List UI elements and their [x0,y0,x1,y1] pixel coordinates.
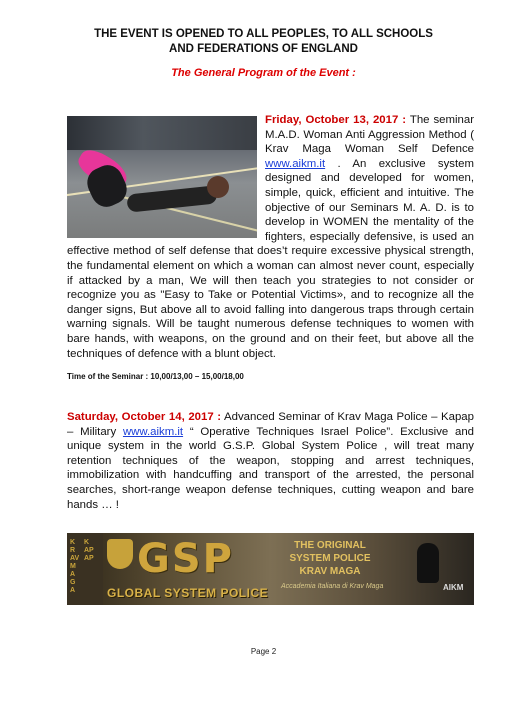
saturday-date: Saturday, October 14, 2017 : [67,411,222,423]
friday-intro: The seminar M.A.D. Woman Anti Aggression Method ( Krav Maga Woman Self Defence [265,114,474,156]
gsp-banner [67,533,474,605]
saturday-section [67,410,474,512]
fighter-silhouette-icon [417,543,439,583]
banner-original-system: THE ORIGINAL SYSTEM POLICE KRAV MAGA [289,540,371,577]
banner-academy: Accademia Italiana di Krav Maga [281,583,384,590]
seminar-time: Time of the Seminar : 10,00/13,00 – 15,00/18,00 [67,372,244,382]
program-heading: The General Program of the Event : [171,67,356,79]
banner-side-krav: KRAV MAGA [70,539,80,594]
friday-section [67,113,474,385]
seminar-photo [67,116,257,238]
banner-gsp-title: GSP [137,536,234,582]
event-heading-line1: THE EVENT IS OPENED TO ALL PEOPLES, TO ALL SCHOOLS [94,28,433,40]
banner-subtitle: GLOBAL SYSTEM POLICE [107,586,269,600]
page-number: Page 2 [250,647,277,656]
banner-side-kapap: KAPAP [84,539,94,562]
saturday-intro: Advanced Seminar of Krav Maga Police – Kapap – Military [67,411,474,438]
aikm-logo: AIKM [443,583,464,592]
event-heading-line2: AND FEDERATIONS OF ENGLAND [169,43,358,55]
friday-date: Friday, October 13, 2017 : [265,114,407,126]
saturday-link[interactable]: www.aikm.it [122,425,184,438]
friday-body: . An exclusive system designed and developed for women, simple, quick, efficient and intuitive. The objective of our Seminars M. A. D. is to develop in WOMEN the mentality of the fighters, especially defensive, is used an effective method of self defense that does’t require excessive physical strength, the fundamental element on which a woman can almost never count, especially if attacked by a man, We will then teach you strategies to not consider or recognize you as "Easy to Take or Potential Victims», and to recognize all the danger signs, But above all to avoid falling into dangerous traps through certain warning signals. Will be taught numerous defense techniques to women with bare hands, with weapons, on the ground and on their feet, but above all the techniques of defence with a blunt object. [67,157,474,360]
friday-link[interactable]: www.aikm.it [265,157,326,170]
saturday-body: “ Operative Techniques Israel Police”. Exclusive and unique system in the world G.S.P. Global System Police , will treat many retention techniques of the weapon, stopping and arrest techniques, immobilization with handcuffing and transport of the arrested, the personal searches, short-range weapon defense techniques, cutting weapon and bare hands … ! [67,425,475,511]
shield-logo-icon [107,539,133,569]
